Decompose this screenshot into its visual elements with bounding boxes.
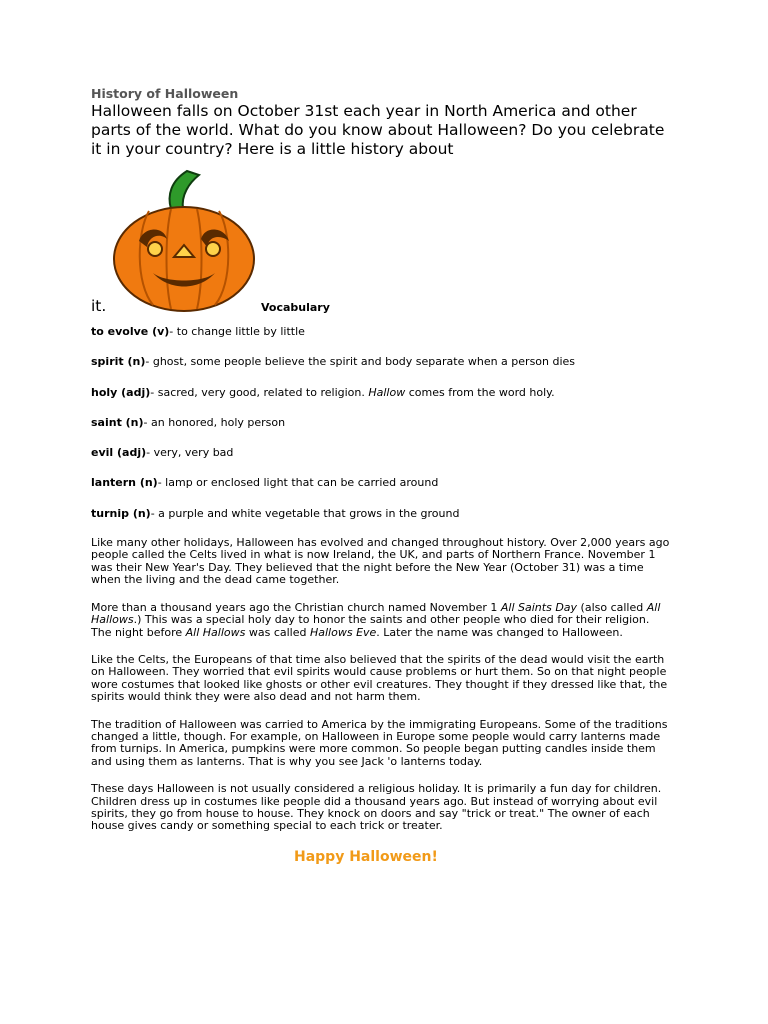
- history-paragraph-celts: Like many other holidays, Halloween has evolved and changed throughout history. Over 2,000 years ago people called the Celts lived in what is now Ireland, the UK, and parts of Northern France. November 1 was their New Year's Day. They believed that the night before the New Year (October 31) was a time when the living and the dead came together.: [91, 536, 670, 587]
- document-page: [91, 86, 681, 866]
- vocab-definition: - sacred, very good, related to religion.: [150, 385, 369, 399]
- vocab-definition: - very, very bad: [146, 446, 234, 460]
- vocab-definition-end: comes from the word holy.: [405, 385, 555, 399]
- vocab-item: [91, 386, 681, 416]
- para-text: .) This was a special holy day to honor the saints and other people who died for their religion. The night before: [91, 613, 650, 639]
- vocabulary-list: [91, 325, 681, 537]
- vocab-term: lantern (n): [91, 476, 158, 490]
- para-emphasis: Hallows Eve: [309, 625, 377, 639]
- history-paragraph-all-saints: [91, 602, 673, 639]
- vocab-term: turnip (n): [91, 506, 151, 520]
- vocab-item: [91, 507, 681, 537]
- jack-o-lantern-icon: [109, 165, 259, 313]
- para-emphasis: All Hallows: [91, 600, 661, 627]
- vocab-definition: - an honored, holy person: [143, 415, 286, 429]
- vocab-definition: - to change little by little: [169, 325, 305, 338]
- history-paragraph-europeans: Like the Celts, the Europeans of that time also believed that the spirits of the dead would visit the earth on Halloween. They worried that evil spirits would cause problems or hurt them. So on that night people wore costumes that looked like ghosts or other evil creatures. They thought if they dressed like that, the spirits would think they were also dead and not harm them.: [91, 652, 668, 704]
- document-title: History of Halloween: [91, 86, 239, 101]
- para-emphasis: All Hallows: [185, 625, 246, 639]
- para-text: was called: [245, 625, 310, 639]
- vocab-item: [91, 416, 681, 446]
- para-text: . Later the name was changed to Halloween.: [376, 625, 623, 639]
- para-text: More than a thousand years ago the Christian church named November 1: [91, 600, 501, 614]
- para-emphasis: All Saints Day: [500, 600, 578, 614]
- vocab-term: to evolve (v): [91, 325, 170, 338]
- vocab-definition: - lamp or enclosed light that can be carried around: [157, 476, 439, 490]
- intro-paragraph: Halloween falls on October 31st each year in North America and other parts of the world. What do you know about Halloween? Do you celebrate it in your country? Here is a little history about: [91, 102, 665, 158]
- closing-greeting: Happy Halloween!: [294, 848, 438, 865]
- vocab-term: evil (adj): [91, 446, 147, 460]
- vocab-item: [91, 325, 681, 355]
- vocab-definition: - a purple and white vegetable that grows in the ground: [150, 506, 460, 520]
- intro-end-text: it.: [91, 297, 107, 315]
- history-paragraph-america: The tradition of Halloween was carried to America by the immigrating Europeans. Some of the traditions changed a little, though. For example, on Halloween in Europe some people would carry lanterns made from turnips. In America, pumpkins were more common. So people began putting candles inside them and using them as lanterns. That is why you see Jack 'o lanterns today.: [91, 717, 668, 768]
- para-text: (also called: [577, 600, 647, 614]
- vocab-definition-emphasis: Hallow: [368, 385, 406, 399]
- vocab-item: [91, 355, 681, 385]
- history-paragraph-today: These days Halloween is not usually considered a religious holiday. It is primarily a fun day for children. Children dress up in costumes like people did a thousand years ago. But instead of worrying about evil spirits, they go from house to house. They knock on doors and say "trick or treat." The owner of each house gives candy or something special to each trick or treater.: [91, 782, 662, 833]
- pumpkin-row: [91, 159, 681, 325]
- vocab-term: saint (n): [91, 415, 144, 429]
- vocab-item: [91, 446, 681, 476]
- vocabulary-heading: Vocabulary: [261, 301, 330, 314]
- vocab-term: holy (adj): [91, 385, 151, 399]
- vocab-item: [91, 476, 681, 506]
- vocab-term: spirit (n): [91, 355, 146, 369]
- vocab-definition: - ghost, some people believe the spirit and body separate when a person dies: [145, 355, 576, 369]
